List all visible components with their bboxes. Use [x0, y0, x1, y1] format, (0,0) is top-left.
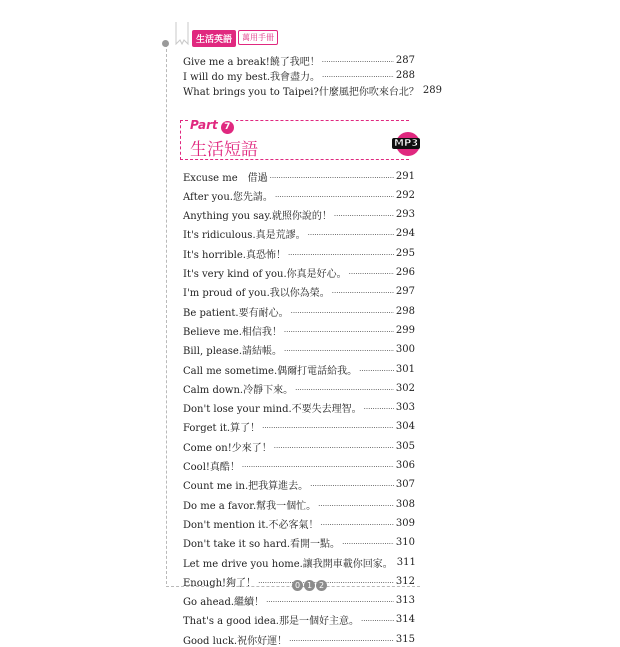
part-title: 生活短語: [190, 140, 258, 160]
list-item: [183, 168, 415, 184]
list-item: [183, 52, 415, 68]
entry-phrase: Go ahead.繼續！: [183, 597, 265, 609]
leader-dots: [284, 344, 394, 355]
entry-phrase: It's ridiculous.真是荒謬。: [183, 230, 306, 242]
list-item: [183, 419, 415, 435]
entry-phrase: That's a good idea.那是一個好主意。: [183, 616, 359, 628]
list-item: [183, 496, 415, 512]
entry-phrase: After you.您先請。: [183, 191, 273, 203]
list-item: [183, 593, 415, 609]
page-digit: 0: [292, 580, 303, 591]
leader-dots: [284, 325, 394, 336]
entry-page: 298: [395, 305, 415, 317]
list-item: [183, 284, 415, 300]
entry-page: 293: [395, 209, 415, 221]
entry-phrase: Anything you say.就照你說的！: [183, 211, 332, 223]
entry-page: 304: [395, 421, 415, 433]
leader-dots: [275, 190, 394, 201]
entry-page: 314: [395, 614, 415, 626]
entry-phrase: Let me drive you home.讓我開車載你回家。: [183, 558, 393, 570]
entry-page: 305: [395, 440, 415, 452]
list-item: [183, 207, 415, 223]
list-item: [183, 458, 415, 474]
entry-page: 310: [395, 537, 415, 549]
entry-phrase: It's horrible.真恐怖！: [183, 249, 286, 261]
entry-phrase: Forget it.算了！: [183, 423, 261, 435]
entry-phrase: Call me sometime.偶爾打電話給我。: [183, 365, 358, 377]
leader-dots: [321, 518, 394, 529]
list-item: [183, 82, 442, 98]
entry-phrase: Don't take it so hard.看開一點。: [183, 539, 341, 551]
leader-dots: [322, 55, 394, 66]
leader-dots: [322, 70, 394, 81]
entry-page: 311: [396, 556, 416, 568]
list-item: [183, 226, 415, 242]
entry-phrase: Bill, please.請結帳。: [183, 346, 283, 358]
header-tag-main: 生活英語: [192, 30, 236, 47]
entry-page: 302: [395, 382, 415, 394]
entry-page: 301: [395, 363, 415, 375]
entry-page: 307: [395, 479, 415, 491]
mp3-label: MP3: [394, 138, 419, 149]
part-number: 7: [221, 121, 234, 134]
list-item: [183, 245, 415, 261]
page-number: [292, 580, 327, 591]
entry-phrase: Cool!真酷！: [183, 462, 240, 473]
entry-page: 289: [422, 84, 442, 96]
entry-page: 309: [395, 517, 415, 529]
leader-dots: [266, 595, 394, 606]
leader-dots: [349, 267, 394, 278]
entry-phrase: Be patient.要有耐心。: [183, 307, 289, 319]
leader-dots: [289, 634, 394, 645]
list-item: [183, 322, 415, 338]
entry-phrase: Believe me.相信我！: [183, 326, 282, 338]
leader-dots: [291, 306, 394, 317]
list-item: [183, 631, 415, 647]
entry-page: 294: [395, 228, 415, 240]
entry-page: 315: [395, 633, 415, 645]
part-heading: [180, 118, 419, 160]
entry-phrase: Count me in.把我算進去。: [183, 481, 309, 493]
leader-dots: [274, 441, 394, 452]
entry-phrase: Come on!少來了！: [183, 442, 272, 454]
leader-dots: [342, 537, 394, 548]
entry-phrase: I'm proud of you.我以你為榮。: [183, 288, 330, 300]
leader-dots: [318, 499, 394, 510]
list-item: [183, 535, 415, 551]
leader-dots: [364, 402, 394, 413]
page-border-left: [166, 44, 167, 584]
leader-dots: [308, 228, 394, 239]
entry-phrase: It's very kind of you.你真是好心。: [183, 269, 347, 280]
entry-phrase: Do me a favor.幫我一個忙。: [183, 500, 317, 512]
page-digit: 2: [316, 580, 327, 591]
page-digit: 1: [304, 580, 315, 591]
entry-page: 291: [395, 170, 415, 182]
leader-dots: [310, 479, 394, 490]
entry-page: 312: [395, 575, 415, 587]
entry-page: 288: [395, 69, 415, 81]
leader-dots: [288, 248, 394, 259]
entry-page: 295: [395, 247, 415, 259]
leader-dots: [295, 383, 394, 394]
leader-dots: [332, 286, 394, 297]
entry-phrase: Excuse me 借過: [183, 172, 268, 184]
entry-phrase: What brings you to Taipei?什麼風把你吹來台北？: [183, 86, 419, 98]
entry-page: 292: [395, 189, 415, 201]
list-item: [183, 67, 415, 83]
list-item: [183, 187, 415, 203]
header-tag-sub: 萬用手冊: [238, 30, 278, 45]
entry-phrase: Good luck.祝你好運！: [183, 635, 288, 647]
list-item: [183, 265, 415, 281]
list-item: [183, 303, 415, 319]
leader-dots: [262, 421, 394, 432]
entry-phrase: Calm down.冷靜下來。: [183, 384, 294, 396]
list-item: [183, 400, 415, 416]
leader-dots: [270, 171, 394, 182]
entry-page: 296: [395, 267, 415, 278]
list-item: [183, 554, 415, 570]
list-item: [183, 477, 415, 493]
list-item: [183, 438, 415, 454]
leader-dots: [242, 460, 394, 471]
corner-dot-icon: [162, 40, 169, 47]
entry-phrase: I will do my best.我會盡力。: [183, 71, 321, 83]
bookmark-ribbon-icon: [174, 22, 190, 46]
part-label-text: Part: [190, 118, 218, 132]
entry-phrase: Don't mention it.不必客氣！: [183, 519, 319, 531]
list-item: [183, 515, 415, 531]
entry-phrase: Give me a break!饒了我吧！: [183, 56, 320, 68]
entry-phrase: Enough!夠了！: [183, 577, 257, 589]
list-item: [183, 380, 415, 396]
entry-page: 297: [395, 286, 415, 298]
entry-page: 308: [395, 498, 415, 510]
entry-page: 306: [395, 460, 415, 471]
part-label: [188, 118, 236, 134]
list-item: [183, 342, 415, 358]
entry-page: 299: [395, 324, 415, 336]
mp3-badge: [392, 132, 426, 156]
entry-page: 300: [395, 344, 415, 356]
book-header-tag: [192, 30, 282, 46]
entry-page: 313: [395, 595, 415, 607]
leader-dots: [359, 364, 394, 375]
entry-phrase: Don't lose your mind.不要失去理智。: [183, 404, 362, 416]
leader-dots: [334, 209, 394, 220]
entry-page: 303: [395, 402, 415, 414]
entry-page: 287: [395, 54, 415, 66]
list-item: [183, 361, 415, 377]
